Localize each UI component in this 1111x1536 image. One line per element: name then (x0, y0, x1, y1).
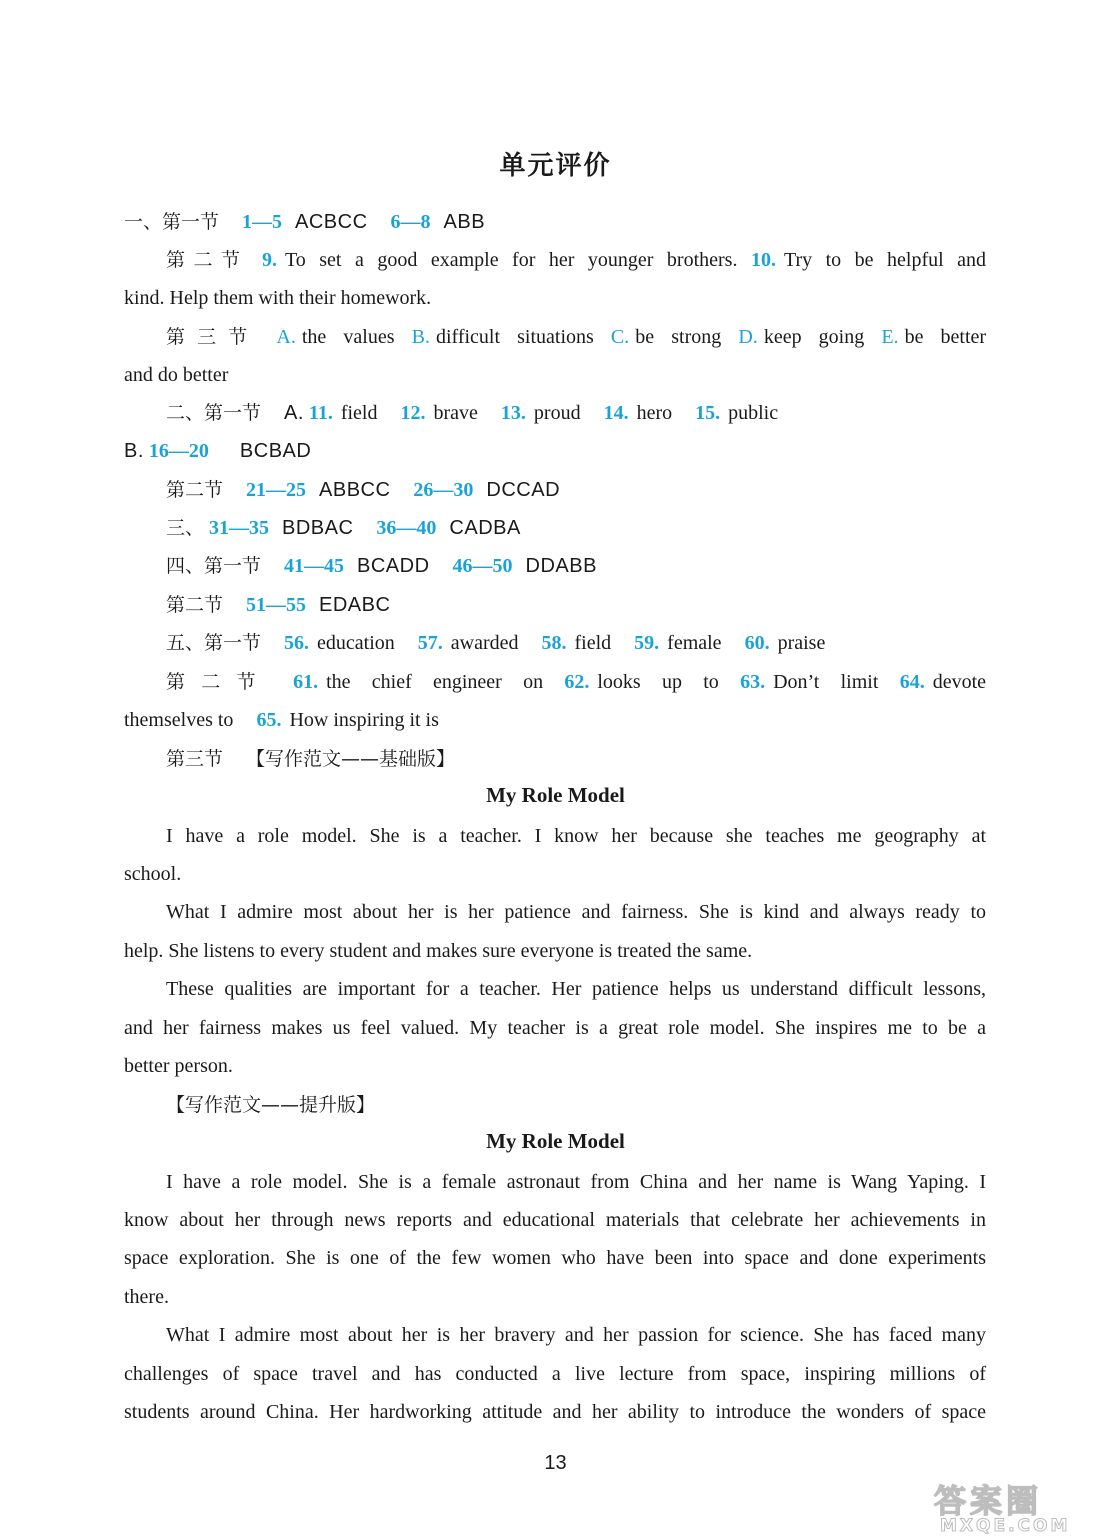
essay1-line: I have a role model. She is a teacher. I know her because she teaches me geography at (166, 825, 986, 847)
essay1-line: help. She listens to every student and makes sure everyone is treated the same. (124, 940, 753, 962)
watermark-url: MXQE.COM (940, 1516, 1071, 1534)
advanced-tag: 【写作范文——提升版】 (166, 1094, 376, 1116)
page-title: 单元评价 (499, 151, 612, 181)
page-number: 13 (544, 1452, 567, 1474)
part1-section3-line1: 第三节 A. the values B. difficult situations C. be strong D. keep going E. be better (166, 326, 987, 348)
essay1-line: school. (124, 863, 182, 885)
part2-section1: 二、第一节 A. 11. field 12. brave 13. proud 14. hero 15. public (166, 402, 779, 424)
part1-section2-line1: 第二节 9. To set a good example for her younger brothers. 10. Try to be helpful and (166, 249, 987, 271)
essay1-line: What I admire most about her is her patience and fairness. She is kind and always ready to (166, 901, 986, 923)
essay1-line: better person. (124, 1055, 233, 1077)
essay2-line: challenges of space travel and has conducted a live lecture from space, inspiring millions of (124, 1363, 986, 1385)
part5-section2-line1: 第二节 61. the chief engineer on 62. looks up to 63. Don’t limit 64. devote (166, 671, 986, 693)
part5-section1: 五、第一节 56. education 57. awarded 58. field 59. female 60. praise (166, 632, 826, 654)
essay2-line: know about her through news reports and educational materials that celebrate her achievements in (124, 1209, 986, 1231)
essay1-line: These qualities are important for a teacher. Her patience helps us understand difficult lessons, (166, 978, 986, 1000)
essay2-line: students around China. Her hardworking attitude and her ability to introduce the wonders of space (124, 1401, 986, 1423)
essay2-line: I have a role model. She is a female astronaut from China and her name is Wang Yaping. I (166, 1171, 986, 1193)
part1-section3-line2: and do better (124, 364, 229, 386)
essay1-title: My Role Model (486, 783, 625, 807)
essay2-line: What I admire most about her is her bravery and her passion for science. She has faced many (166, 1324, 986, 1346)
part1-section1: 一、第一节 1—5 ACBCC 6—8 ABB (124, 211, 486, 233)
part2-section1-B: B. 16—20 BCBAD (124, 440, 312, 462)
part4-section1: 四、第一节 41—45 BCADD 46—50 DDABB (166, 555, 597, 577)
part5-section2-line2: themselves to 65. How inspiring it is (124, 709, 439, 731)
essay2-line: space exploration. She is one of the few women who have been into space and done experiments (124, 1247, 986, 1269)
watermark-logo (930, 1478, 1105, 1534)
part3: 三、 31—35 BDBAC 36—40 CADBA (166, 517, 521, 539)
essay2-title: My Role Model (486, 1129, 625, 1153)
part2-section2: 第二节 21—25 ABBCC 26—30 DCCAD (166, 479, 561, 501)
part1-section2-line2: kind. Help them with their homework. (124, 287, 432, 309)
part5-section3: 第三节 【写作范文——基础版】 (166, 748, 456, 770)
essay2-line: there. (124, 1286, 169, 1308)
watermark-text: 答案圈 (934, 1482, 1043, 1520)
essay1-line: and her fairness makes us feel valued. My teacher is a great role model. She inspires me to be a (124, 1017, 986, 1039)
part4-section2: 第二节 51—55 EDABC (166, 594, 391, 616)
